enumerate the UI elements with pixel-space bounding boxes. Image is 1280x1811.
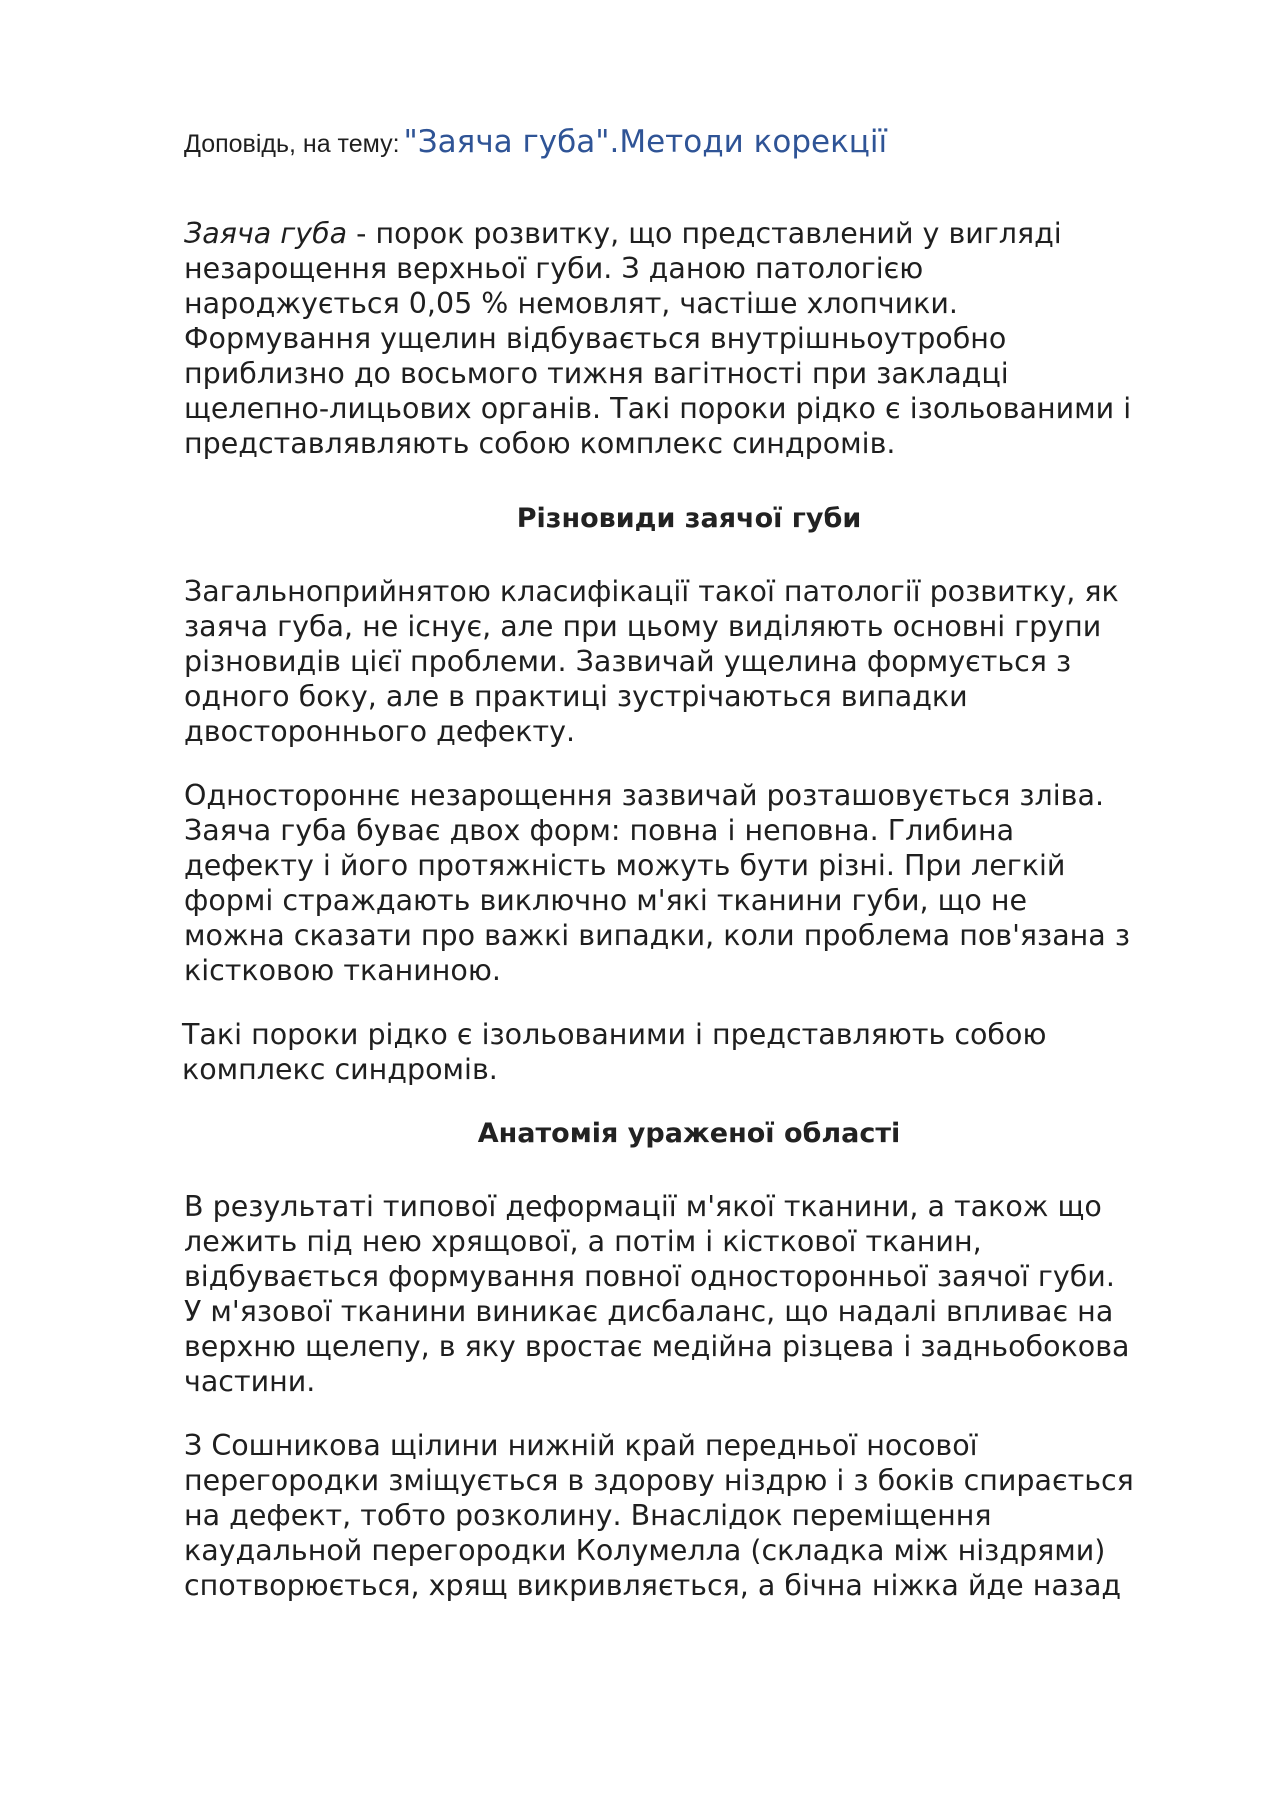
text-line: одного боку, але в практиці зустрічаються випадки [184, 680, 968, 713]
paragraph-unilateral [184, 778, 1194, 988]
text-line: незарощення верхньої губи. З даною патологією [184, 252, 924, 285]
text-line: кістковою тканиною. [184, 954, 501, 987]
paragraph-classification [184, 574, 1194, 749]
text-line: каудальной перегородки Колумелла (складка між ніздрями) [184, 1534, 1106, 1567]
text-line: спотворюється, хрящ викривляється, а бічна ніжка йде назад [184, 1569, 1122, 1602]
text-line: В результаті типової деформації м'якої тканини, а також що [184, 1190, 1102, 1223]
intro-paragraph [184, 216, 1194, 461]
text-line [184, 216, 1194, 251]
text-line: народжується 0,05 % немовлят, частіше хлопчики. [184, 287, 958, 320]
document-page [184, 118, 1194, 1632]
text-line: можна сказати про важкі випадки, коли проблема пов'язана з [184, 919, 1130, 952]
text-line: дефекту і його протяжність можуть бути різні. При легкій [184, 849, 1066, 882]
text-line: У м'язової тканини виникає дисбаланс, що надалі впливає на [184, 1295, 1114, 1328]
text-line: Такі пороки рідко є ізольованими і представляють собою [182, 1018, 1047, 1051]
text-line: Формування ущелин відбувається внутрішньоутробно [184, 322, 1007, 355]
document-heading [184, 118, 1194, 172]
section-heading-anatomy: Анатомія ураженої області [477, 1118, 901, 1149]
text-line: приблизно до восьмого тижня вагітності при закладці [184, 357, 1009, 390]
heading-prefix: Доповідь, на тему: [184, 130, 400, 158]
section-heading-varieties: Різновиди заячої губи [516, 503, 862, 534]
text-line: на дефект, тобто розколину. Внаслідок переміщення [184, 1499, 992, 1532]
paragraph-septum [184, 1428, 1194, 1603]
text-line: лежить під нею хрящової, а потім і кісткової тканин, [184, 1225, 982, 1258]
text-line: Заяча губа буває двох форм: повна і неповна. Глибина [184, 814, 1015, 847]
text-line: відбувається формування повної односторонньої заячої губи. [184, 1260, 1115, 1293]
text-line: двостороннього дефекту. [184, 715, 576, 748]
text-line: частини. [184, 1365, 316, 1398]
text-line: заяча губа, не існує, але при цьому виділяють основні групи [184, 610, 1102, 643]
text-line: верхню щелепу, в яку вростає медійна різцева і задньобокова [184, 1330, 1130, 1363]
text-line: Одностороннє незарощення зазвичай розташовується зліва. [184, 779, 1105, 812]
text-line-rest: - порок розвитку, що представлений у вигляді [347, 217, 1062, 250]
text-line: перегородки зміщується в здорову ніздрю і з боків спирається [184, 1464, 1134, 1497]
text-line: формі страждають виключно м'які тканини губи, що не [184, 884, 1028, 917]
text-line: різновидів цієї проблеми. Зазвичай ущелина формується з [184, 645, 1072, 678]
paragraph-deformation [184, 1189, 1194, 1399]
heading-title: "Заяча губа".Методи корекції [403, 124, 888, 160]
italic-term: Заяча губа [184, 217, 348, 250]
text-line: щелепно-лицьових органів. Такі пороки рідко є ізольованими і [184, 392, 1132, 425]
text-line: представлявляють собою комплекс синдромів. [184, 427, 896, 460]
text-line: комплекс синдромів. [182, 1053, 498, 1086]
text-line: Загальноприйнятою класифікації такої патології розвитку, як [184, 575, 1119, 608]
text-line: З Сошникова щілини нижній край передньої носової [184, 1429, 978, 1462]
paragraph-isolated [182, 1017, 1194, 1087]
